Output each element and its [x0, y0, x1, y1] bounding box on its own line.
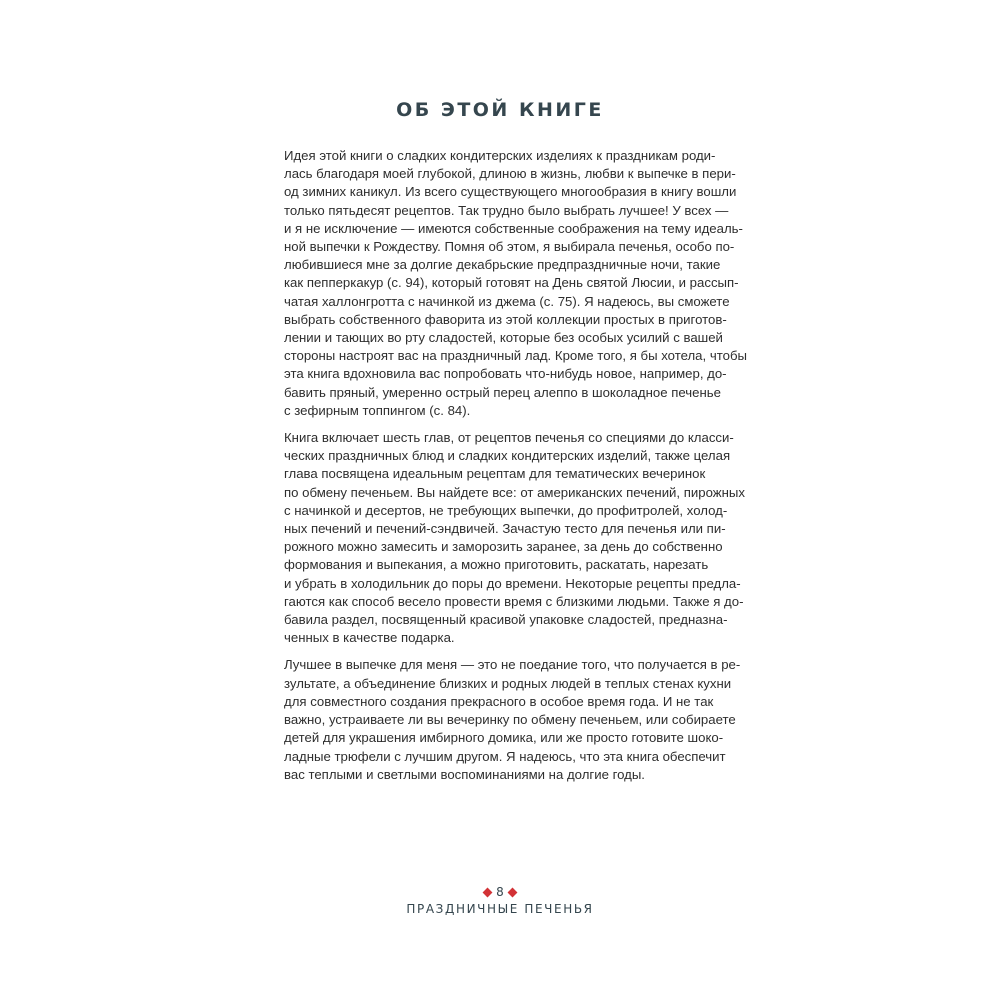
text-line: бавить пряный, умеренно острый перец алеппо в шоколадное печенье [284, 384, 721, 400]
page-number: 8 [496, 885, 504, 899]
text-line: стороны настроят вас на праздничный лад. Кроме того, я бы хотела, чтобы [284, 348, 747, 364]
text-line: од зимних каникул. Из всего существующего многообразия в книгу вошли [284, 184, 737, 200]
text-line: детей для украшения имбирного домика, или же просто готовите шоко- [284, 730, 724, 746]
text-line: формования и выпекания, а можно приготовить, раскатать, нарезать [284, 557, 709, 573]
text-line: и убрать в холодильник до поры до времени. Некоторые рецепты предла- [284, 575, 741, 591]
text-line: по обмену печеньем. Вы найдете все: от американских печений, пирожных [284, 484, 745, 500]
text-line: только пятьдесят рецептов. Так трудно было выбрать лучшее! У всех — [284, 202, 729, 218]
page-footer [0, 884, 1000, 916]
text-line: эта книга вдохновила вас попробовать что-нибудь новое, например, до- [284, 366, 727, 382]
paragraph-closing [284, 656, 741, 783]
text-line: глава посвящена идеальным рецептам для тематических вечеринок [284, 466, 706, 482]
text-line: гаются как способ весело провести время с близкими людьми. Также я до- [284, 593, 744, 609]
paragraph-intro [284, 147, 747, 420]
text-line: как пепперкакур (с. 94), который готовят на День святой Люсии, и рассып- [284, 275, 739, 291]
page-title: ОБ ЭТОЙ КНИГЕ [396, 98, 604, 121]
text-line: рожного можно замесить и заморозить заранее, за день до собственно [284, 539, 723, 555]
diamond-ornament-icon [483, 887, 493, 897]
running-title: ПРАЗДНИЧНЫЕ ПЕЧЕНЬЯ [406, 902, 594, 916]
text-line: ных печений и печений-сэндвичей. Зачастую тесто для печенья или пи- [284, 521, 726, 537]
page-number-row [0, 884, 1000, 900]
text-line: важно, устраиваете ли вы вечеринку по обмену печеньем, или собираете [284, 712, 736, 728]
text-line: чатая халлонгротта с начинкой из джема (с. 75). Я надеюсь, вы сможете [284, 293, 730, 309]
body-text [284, 147, 747, 793]
paragraph-chapters [284, 429, 745, 647]
text-line: бавила раздел, посвященный красивой упаковке сладостей, предназна- [284, 612, 728, 628]
text-line: с зефирным топпингом (с. 84). [284, 402, 471, 418]
text-line: ной выпечки к Рождеству. Помня об этом, я выбирала печенья, особо по- [284, 239, 735, 255]
text-line: зультате, а объединение близких и родных людей в теплых стенах кухни [284, 675, 732, 691]
text-line: ченных в качестве подарка. [284, 630, 455, 646]
text-line: выбрать собственного фаворита из этой коллекции простых в приготов- [284, 311, 727, 327]
text-line: любившиеся мне за долгие декабрьские предпраздничные ночи, такие [284, 257, 721, 273]
text-line: вас теплыми и светлыми воспоминаниями на долгие годы. [284, 766, 645, 782]
text-line: Лучшее в выпечке для меня — это не поедание того, что получается в ре- [284, 657, 741, 673]
text-line: с начинкой и десертов, не требующих выпечки, до профитролей, холод- [284, 502, 728, 518]
text-line: для совместного создания прекрасного в особое время года. И не так [284, 693, 714, 709]
text-line: и я не исключение — имеются собственные соображения на тему идеаль- [284, 220, 743, 236]
text-line: лась благодаря моей глубокой, длиною в жизнь, любви к выпечке в пери- [284, 166, 736, 182]
text-line: Книга включает шесть глав, от рецептов печенья со специями до класси- [284, 430, 734, 446]
text-line: Идея этой книги о сладких кондитерских изделиях к праздникам роди- [284, 148, 716, 163]
text-line: лении и тающих во рту сладостей, которые без особых усилий с вашей [284, 330, 723, 346]
text-line: ладные трюфели с лучшим другом. Я надеюсь, что эта книга обеспечит [284, 748, 726, 764]
diamond-ornament-icon [507, 887, 517, 897]
text-line: ческих праздничных блюд и сладких кондитерских изделий, также целая [284, 448, 731, 464]
